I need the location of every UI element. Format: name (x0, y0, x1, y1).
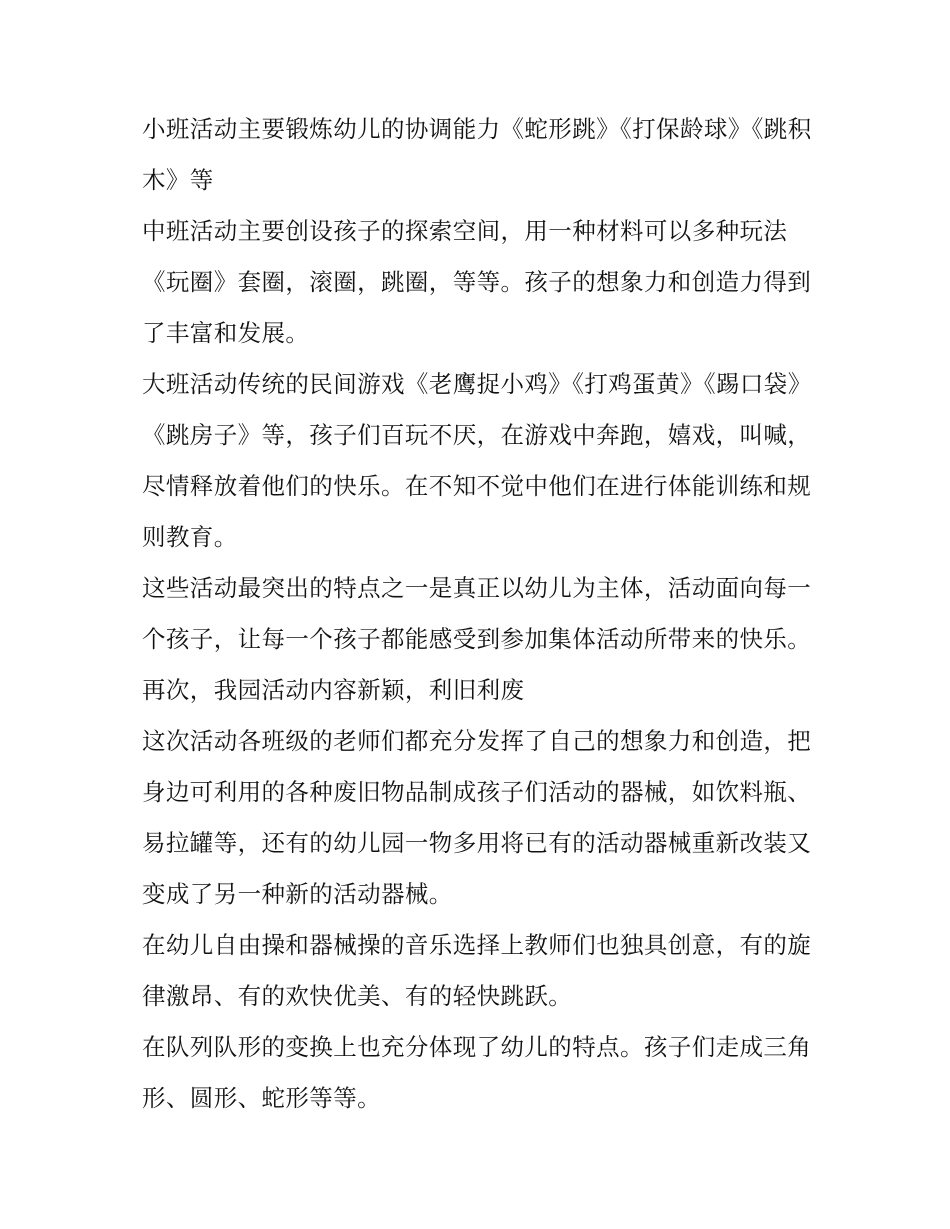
paragraph-formation: 在队列队形的变换上也充分体现了幼儿的特点。孩子们走成三角形、圆形、蛇形等等。 (142, 1033, 812, 1112)
paragraph-activity-features: 这些活动最突出的特点之一是真正以幼儿为主体，活动面向每一个孩子，让每一个孩子都能感受到参加集体活动所带来的快乐。 再次，我园活动内容新颖，利旧利废 (142, 574, 812, 704)
paragraph-middle-class: 中班活动主要创设孩子的探索空间，用一种材料可以多种玩法《玩圈》套圈，滚圈，跳圈，等等。孩子的想象力和创造力得到了丰富和发展。 (142, 217, 812, 347)
paragraph-music-selection: 在幼儿自由操和器械操的音乐选择上教师们也独具创意，有的旋律激昂、有的欢快优美、有的轻快跳跃。 (142, 931, 812, 1010)
paragraph-large-class: 大班活动传统的民间游戏《老鹰捉小鸡》《打鸡蛋黄》《踢口袋》《跳房子》等，孩子们百玩不厌，在游戏中奔跑，嬉戏，叫喊，尽情释放着他们的快乐。在不知不觉中他们在进行体能训练和规则教育。 (142, 370, 812, 551)
document-body (142, 104, 820, 1124)
paragraph-teacher-creativity: 这次活动各班级的老师们都充分发挥了自己的想象力和创造，把身边可利用的各种废旧物品制成孩子们活动的器械，如饮料瓶、易拉罐等，还有的幼儿园一物多用将已有的活动器械重新改装又变成了另一种新的活动器械。 (142, 727, 812, 908)
paragraph-small-class: 小班活动主要锻炼幼儿的协调能力《蛇形跳》《打保龄球》《跳积木》等 (142, 115, 812, 194)
